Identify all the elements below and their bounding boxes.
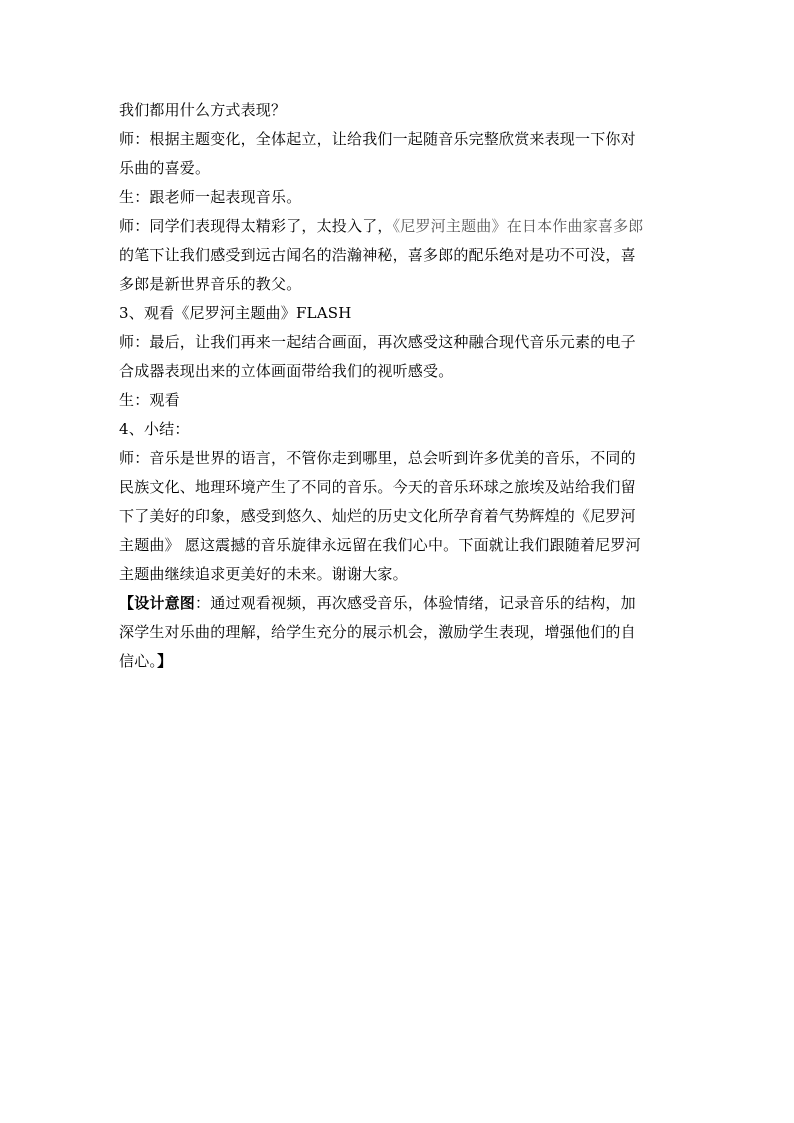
line-8 [119,299,679,328]
line-text: 主题曲继续追求更美好的未来。谢谢大家。 [119,565,408,583]
line-17 [119,560,679,589]
line-14 [119,473,679,502]
line-19 [119,618,679,647]
line-5 [119,212,679,241]
document-body [119,96,679,676]
design-intent-label: 【设计意图 [119,594,196,612]
line-text: 深学生对乐曲的理解，给学生充分的展示机会，激励学生表现，增强他们的自 [119,623,636,641]
line-20 [119,647,679,676]
line-text: 主题曲》 愿这震撼的音乐旋律永远留在我们心中。下面就让我们跟随着尼罗河 [119,536,641,554]
line-text: 生：观看 [119,391,180,409]
line-text: 的笔下让我们感受到远古闻名的浩瀚神秘，喜多郎的配乐绝对是功不可没，喜 [119,246,636,264]
song-title-text: 《尼罗河主题曲》在日本作曲家喜多郎 [392,217,644,235]
line-15 [119,502,679,531]
line-text: 多郎是新世界音乐的教父。 [119,275,302,293]
line-text: 师：同学们表现得太精彩了，太投入了， [119,217,393,235]
line-13 [119,444,679,473]
line-text: 师：最后，让我们再来一起结合画面，再次感受这种融合现代音乐元素的电子 [119,333,636,351]
line-text: 民族文化、地理环境产生了不同的音乐。今天的音乐环球之旅埃及站给我们留 [119,478,636,496]
section-heading: 4、小结： [119,420,190,438]
line-11 [119,386,679,415]
line-text: 乐曲的喜爱。 [119,159,211,177]
line-text: 我们都用什么方式表现？ [119,101,287,119]
line-text: 师：音乐是世界的语言，不管你走到哪里，总会听到许多优美的音乐，不同的 [119,449,636,467]
line-2 [119,125,679,154]
line-3 [119,154,679,183]
line-7 [119,270,679,299]
line-text: 合成器表现出来的立体画面带给我们的视听感受。 [119,362,454,380]
line-6 [119,241,679,270]
line-16 [119,531,679,560]
line-4 [119,183,679,212]
line-text: 师：根据主题变化，全体起立，让给我们一起随音乐完整欣赏来表现一下你对 [119,130,636,148]
line-9 [119,328,679,357]
closing-bracket: 】 [157,652,173,670]
song-title-text: 《尼罗河 [575,507,636,525]
line-12 [119,415,679,444]
section-heading: 3、观看《尼罗河主题曲》FLASH [119,304,352,322]
line-text: 生：跟老师一起表现音乐。 [119,188,302,206]
line-text: 下了美好的印象，感受到悠久、灿烂的历史文化所孕育着气势辉煌的 [119,507,576,525]
line-text: 信心。 [119,652,158,670]
line-10 [119,357,679,386]
line-18 [119,589,679,618]
line-1 [119,96,679,125]
line-text: ：通过观看视频，再次感受音乐，体验情绪，记录音乐的结构，加 [195,594,636,612]
